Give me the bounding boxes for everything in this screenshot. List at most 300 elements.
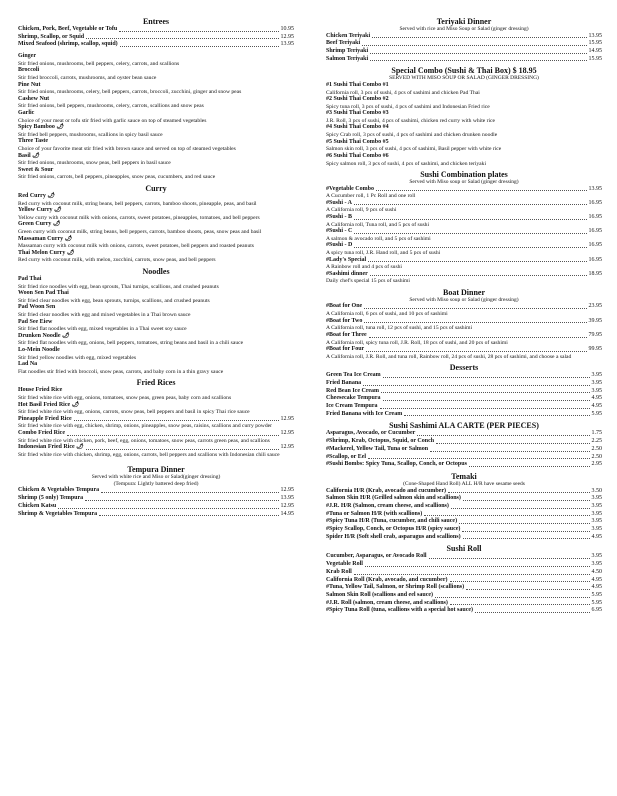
section-subtitle: Served with white rice and Miso or Salad(ginger dressing): [91, 474, 221, 481]
dot-leader: [429, 558, 590, 559]
menu-item-name: Ice Cream Tempura: [326, 403, 378, 410]
section-title: Boat Dinner: [443, 287, 485, 297]
menu-item-name: Green Curry 🌶: [18, 221, 61, 228]
menu-section: [18, 378, 294, 458]
dot-leader: [462, 531, 589, 532]
menu-item-row: [18, 511, 294, 519]
menu-item-name: Spider H/R (Soft shell crab, asparagus and scallions): [326, 533, 461, 540]
menu-section: [326, 170, 602, 285]
menu-item-row: [326, 503, 602, 511]
menu-item-row: [18, 430, 294, 438]
dot-leader: [365, 566, 590, 567]
menu-item-description: A California roll, Tuna roll, and 5 pcs of sushi: [326, 221, 430, 228]
menu-item-row: [326, 592, 602, 600]
menu-item-price: 5.95: [591, 410, 602, 417]
menu-item-description: Massaman curry with coconut milk with onions, carrots, sweet potatoes, bell peppers and roasted peanuts: [18, 243, 254, 250]
menu-item-description: Stir fried clear noodles with egg, bean sprouts, turnips, scallions, and crushed peanuts: [18, 297, 210, 304]
menu-item-name: Massaman Curry 🌶: [18, 235, 73, 242]
dot-leader: [463, 500, 590, 501]
menu-item-name: #2 Sushi Thai Combo #2: [326, 96, 389, 103]
style-name-row: [18, 110, 294, 118]
style-name: Sweet & Sour: [18, 166, 54, 173]
style-name: Cashew Nut: [18, 95, 50, 102]
menu-section: [18, 17, 294, 49]
style-description: Stir fried onions, mushrooms, bell peppers, celery, carrots, and scallions: [18, 60, 180, 67]
menu-item-name: #Sushi - D: [326, 242, 353, 249]
dot-leader: [448, 492, 590, 493]
menu-item-name: #J.R. H/R (Salmon, cream cheese, and scallions): [326, 502, 449, 509]
menu-item-price: 3.95: [591, 561, 602, 568]
dot-leader: [364, 308, 586, 309]
style-name: Broccoli: [18, 67, 40, 74]
menu-item-row: [326, 242, 602, 250]
menu-item-description: Spicy Crab roll, 3 pcs of sushi, 4 pcs of sashimi and chicken drunken noodle: [326, 132, 498, 139]
menu-item-description: Stir fried white rice with egg, chicken, shrimp, onions, pineapples, snow peas, raisins, scallions and curry powder: [18, 423, 272, 430]
menu-item-name: Beef Teriyaki: [326, 40, 361, 47]
menu-section: [18, 184, 294, 264]
section-title: Teriyaki Dinner: [436, 17, 492, 26]
menu-item-price: 13.95: [588, 185, 602, 192]
menu-item-row: [326, 124, 602, 132]
menu-item-description: Stir fried flat noodles with egg, onions, bell peppers, tomatoes, string beans and basil in a chili sauce: [18, 340, 244, 347]
dot-leader: [101, 492, 278, 493]
menu-item-row: [18, 503, 294, 511]
dot-leader: [99, 515, 278, 516]
entree-styles: [18, 53, 294, 181]
menu-item-name: #Spicy Tuna Roll (tuna, scallions with a special hot sauce): [326, 607, 474, 614]
dot-leader: [354, 204, 586, 205]
menu-item-price: 12.95: [280, 502, 294, 509]
dot-leader: [383, 400, 590, 401]
menu-item-name: Vegetable Roll: [326, 561, 363, 568]
menu-item-price: 6.95: [591, 607, 602, 614]
menu-item-price: 3.95: [591, 502, 602, 509]
right-column: [326, 14, 602, 615]
menu-item-name: Green Tea Ice Cream: [326, 372, 381, 379]
menu-item-name: #Boat for One: [326, 303, 363, 310]
style-description: Stir fried onions, bell peppers, mushrooms, celery, carrots, scallions and snow peas: [18, 103, 204, 110]
dot-leader: [380, 408, 590, 409]
menu-item-row: [326, 332, 602, 340]
menu-item-price: 12.95: [280, 444, 294, 451]
dot-leader: [354, 574, 590, 575]
menu-item-row: [326, 228, 602, 236]
menu-item-row: [326, 380, 602, 388]
menu-item-name: California Roll (Krab, avocado, and cucumber): [326, 576, 448, 583]
section-title: Sushi Combination plates: [420, 170, 508, 180]
menu-item-name: California H/R (Krab, avocado and cucumber): [326, 487, 446, 494]
menu-item-row: [326, 454, 602, 462]
dot-leader: [417, 435, 589, 436]
menu-item-price: 5.95: [591, 591, 602, 598]
menu-item-description: Stir fried white rice with egg, onions, carrots, snow peas, bell peppers and basil in spicy Thai rice sauce: [18, 409, 250, 416]
style-name-row: [18, 124, 294, 132]
menu-item-price: 13.95: [588, 32, 602, 39]
menu-item-row: [326, 346, 602, 354]
menu-item-description: A Cucumber roll, 1 Pc Roll and one roll: [326, 193, 416, 200]
menu-item-name: Mixed Seafood (shrimp, scallop, squid): [18, 41, 118, 48]
menu-item-row: [326, 403, 602, 411]
menu-item-description: A California roll, tuna roll, 12 pcs of sushi, and 15 pcs of sashimi: [326, 325, 473, 332]
menu-item-row: [18, 276, 294, 284]
menu-item-name: Salmon Skin Roll (scallions and eel sauce): [326, 591, 434, 598]
menu-item-name: #Shrimp, Krab, Octopus, Squid, or Conch: [326, 438, 435, 445]
menu-item-row: [326, 534, 602, 542]
menu-section: [326, 288, 602, 360]
section-title: Temaki: [451, 472, 477, 481]
menu-item-row: [326, 186, 602, 194]
menu-item-price: 39.95: [588, 317, 602, 324]
section-title: Desserts: [449, 363, 479, 373]
menu-item-description: Daily chef's special 15 pcs of sashimi: [326, 278, 410, 285]
dot-leader: [436, 443, 589, 444]
style-name: Ginger: [18, 53, 36, 60]
menu-item-price: 3.95: [591, 387, 602, 394]
menu-item-price: 5.95: [591, 599, 602, 606]
dot-leader: [366, 351, 586, 352]
dot-leader: [363, 385, 589, 386]
menu-item-name: #Spicy Scallop, Conch, or Octopus H/R (spicy sauce): [326, 526, 461, 533]
section-subtitle: (Tempura: Lightly battered deep fried): [113, 480, 199, 487]
menu-item-price: 12.95: [280, 33, 294, 40]
menu-item-price: 1.75: [591, 430, 602, 437]
menu-item-price: 4.95: [591, 403, 602, 410]
menu-item-name: Pineapple Fried Rice: [18, 415, 72, 422]
menu-item-row: [326, 303, 602, 311]
menu-item-price: 13.95: [280, 495, 294, 502]
menu-item-name: Lo-Mein Noodle: [18, 346, 60, 353]
menu-item-description: A California roll, spicy tuna roll, J.R. Roll, 18 pcs of sushi, and 20 pcs of sashimi: [326, 339, 508, 346]
menu-item-name: Drunken Noodle 🌶: [18, 332, 70, 339]
menu-item-name: #Tuna or Salmon H/R (with scallions): [326, 510, 423, 517]
menu-item-price: 3.95: [591, 553, 602, 560]
dot-leader: [430, 451, 589, 452]
section-subtitle: Served with rice and Miso Soup or Salad (ginger dressing): [399, 26, 529, 32]
menu-item-price: 15.95: [588, 40, 602, 47]
section-title: Special Combo (Sushi & Thai Box) $ 18.95: [391, 66, 537, 76]
section-title: Noodles: [142, 266, 170, 276]
style-name: Three Taste: [18, 138, 49, 145]
menu-section: [18, 465, 294, 518]
menu-section: [326, 544, 602, 615]
menu-item-row: [18, 221, 294, 229]
menu-item-name: Pad See Eiew: [18, 318, 53, 325]
menu-item-name: #4 Sushi Thai Combo #4: [326, 124, 389, 131]
section-title: Fried Rices: [136, 378, 176, 388]
dot-leader: [370, 275, 587, 276]
menu-item-row: [18, 444, 294, 452]
dot-leader: [362, 45, 586, 46]
menu-item-row: [18, 236, 294, 244]
menu-item-name: Shrimp (5 only) Tempura: [18, 495, 84, 502]
menu-item-row: [326, 411, 602, 419]
menu-item-row: [18, 387, 294, 395]
menu-item-name: Cheesecake Tempura: [326, 395, 381, 402]
menu-section: [326, 17, 602, 63]
menu-item-name: Lad Na: [18, 361, 38, 368]
style-description: Stir fried onions, mushrooms, celery, bell peppers, carrots, broccoli, zucchini, ginger and snow peas: [18, 89, 242, 96]
style-description: Choice of your meat or tofu stir fried with garlic sauce on top of steamed vegetables: [18, 117, 207, 124]
menu-item-price: 2.50: [591, 453, 602, 460]
menu-item-name: Yellow Curry 🌶: [18, 207, 62, 214]
spacer: [18, 458, 294, 462]
section-title: Sushi Roll: [446, 544, 482, 554]
style-description: Stir fried bell peppers, mushrooms, scallions in spicy basil sauce: [18, 131, 163, 138]
menu-item-description: Stir fried rice noodles with egg, bean sprouts, Thai turnips, scallions, and crushed peanuts: [18, 283, 219, 290]
style-name-row: [18, 138, 294, 146]
menu-item-name: House Fried Rice: [18, 387, 63, 394]
menu-item-name: Thai Melon Curry 🌶: [18, 249, 75, 256]
style-name-row: [18, 67, 294, 75]
menu-item-row: [326, 110, 602, 118]
menu-item-row: [326, 48, 602, 56]
menu-item-name: Red Bean Ice Cream: [326, 387, 380, 394]
menu-item-name: Shrimp & Vegetables Tempura: [18, 510, 98, 517]
style-name: Pine Nut: [18, 81, 41, 88]
menu-item-price: 16.95: [588, 199, 602, 206]
menu-item-row: [326, 561, 602, 569]
dot-leader: [450, 604, 590, 605]
menu-item-row: [326, 214, 602, 222]
menu-item-row: [326, 584, 602, 592]
menu-item-row: [18, 26, 294, 34]
menu-item-price: 79.95: [588, 331, 602, 338]
dot-leader: [119, 31, 278, 32]
style-description: Stir fried onions, mushrooms, snow peas, bell peppers in basil sauce: [18, 160, 171, 167]
menu-item-row: [18, 193, 294, 201]
menu-item-row: [18, 207, 294, 215]
dot-leader: [459, 523, 589, 524]
section-title: Tempura Dinner: [127, 465, 185, 475]
menu-item-name: Combo Fried Rice: [18, 429, 65, 436]
menu-item-name: Hot Basil Fried Rice 🌶: [18, 401, 80, 408]
menu-item-row: [18, 347, 294, 355]
menu-item-description: Red curry with coconut milk, with melon, zucchini, carrots, snow peas, and bell peppers: [18, 257, 216, 264]
menu-item-price: 4.95: [591, 533, 602, 540]
menu-item-price: 10.95: [280, 26, 294, 32]
menu-item-row: [326, 372, 602, 380]
menu-item-price: 3.95: [591, 379, 602, 386]
menu-section: [326, 472, 602, 541]
dot-leader: [354, 247, 586, 248]
menu-item-price: 3.95: [591, 495, 602, 502]
dot-leader: [383, 377, 590, 378]
menu-item-description: Stir fried clear noodles with egg and mixed vegetables in a Thai brown sauce: [18, 312, 191, 319]
menu-item-name: #Sushi - B: [326, 213, 353, 220]
dot-leader: [85, 500, 278, 501]
menu-item-price: 3.95: [591, 526, 602, 533]
menu-item-price: 16.95: [588, 242, 602, 249]
menu-item-price: 3.95: [591, 372, 602, 379]
menu-item-row: [18, 41, 294, 49]
menu-item-row: [18, 250, 294, 258]
menu-item-row: [326, 56, 602, 64]
menu-item-name: #3 Sushi Thai Combo #3: [326, 110, 389, 117]
menu-item-price: 2.95: [591, 461, 602, 468]
menu-item-row: [326, 553, 602, 561]
menu-item-description: Stir fried white rice with chicken, shrimp, egg, onions, carrots, bell peppers and scallions with Indonesian chili sauce: [18, 451, 280, 458]
dot-leader: [404, 415, 589, 416]
section-title: Sushi Sashimi ALA CARTE (PER PIECES): [389, 421, 539, 431]
menu-item-name: #Mackerel, Yellow Tail, Tuna or Salmon: [326, 445, 429, 452]
menu-item-name: Salmon Skin H/R (Grilled salmon skin and scallions): [326, 495, 461, 502]
menu-item-description: Stir fried white rice with egg, onions, tomatoes, snow peas, green peas, baby corn and scallions: [18, 395, 232, 402]
dot-leader: [369, 337, 587, 338]
menu-item-name: #Spicy Tuna H/R (Tuna, cucumber, and chili sauce): [326, 518, 458, 525]
menu-item-row: [326, 461, 602, 469]
menu-item-name: Asparagus, Avocado, or Cucumber: [326, 430, 416, 437]
menu-item-name: #Sushi - A: [326, 199, 353, 206]
dot-leader: [368, 261, 586, 262]
dot-leader: [370, 60, 586, 61]
dot-leader: [67, 435, 279, 436]
menu-item-name: #Tuna, Yellow Tail, Salmon, or Shrimp Roll (scallions): [326, 584, 465, 591]
menu-item-price: 14.95: [588, 47, 602, 54]
dot-leader: [354, 219, 586, 220]
section-subtitle: SERVED WITH MISO SOUP OR SALAD (GINGER DRESSING): [389, 75, 539, 82]
dot-leader: [372, 37, 586, 38]
menu-item-name: #6 Sushi Thai Combo #6: [326, 152, 389, 159]
menu-item-name: #1 Sushi Thai Combo #1: [326, 81, 389, 88]
section-title: Entrees: [142, 17, 170, 26]
menu-item-price: 4.95: [591, 395, 602, 402]
menu-item-name: Krab Roll: [326, 568, 352, 575]
menu-item-price: 15.95: [588, 55, 602, 62]
menu-item-description: Stir fried yellow noodles with egg, mixed vegetables: [18, 354, 137, 361]
dot-leader: [424, 515, 589, 516]
menu-item-row: [326, 446, 602, 454]
menu-item-price: 4.50: [591, 568, 602, 575]
menu-item-name: #Scallop, or Eel: [326, 453, 367, 460]
menu-item-name: #Boat for Four: [326, 346, 365, 353]
dot-leader: [86, 449, 279, 450]
style-name: Garlic: [18, 109, 35, 116]
menu-section: [326, 66, 602, 167]
menu-item-price: 14.95: [280, 510, 294, 517]
menu-item-row: [326, 395, 602, 403]
menu-item-description: Red curry with coconut milk, string beans, bell peppers, carrots, bamboo shoots, pineapple, peas, and basil: [18, 200, 257, 207]
menu-item-name: #Lady's Special: [326, 256, 367, 263]
menu-item-price: 3.95: [591, 518, 602, 525]
style-description: Stir fried onions, carrots, bell peppers, pineapples, snow peas, cucumbers, and red sauce: [18, 174, 216, 181]
menu-item-description: Stir fried flat noodles with egg, mixed vegetables in a Thai sweet soy sauce: [18, 326, 187, 333]
dot-leader: [381, 392, 589, 393]
dot-leader: [370, 53, 586, 54]
menu-item-name: #Boat for Two: [326, 317, 363, 324]
menu-item-price: 12.95: [280, 415, 294, 422]
menu-section: [326, 421, 602, 469]
dot-leader: [469, 466, 590, 467]
menu-item-price: 16.95: [588, 228, 602, 235]
menu-item-description: A California roll, 6 pcs of sushi, and 10 pcs of sashimi: [326, 311, 448, 318]
menu-item-price: 16.95: [588, 256, 602, 263]
menu-item-row: [326, 430, 602, 438]
menu-item-row: [326, 40, 602, 48]
menu-item-row: [326, 607, 602, 615]
menu-item-row: [18, 487, 294, 495]
menu-item-name: Chicken, Pork, Beef, Vegetable or Tofu: [18, 26, 118, 32]
menu-item-description: A spicy tuna roll, J.R. Hand roll, and 5 pcs of sushi: [326, 250, 441, 257]
style-description: Stir fried broccoli, carrots, mushrooms, and oyster bean sauce: [18, 75, 157, 82]
menu-item-row: [326, 33, 602, 41]
menu-item-row: [326, 82, 602, 90]
menu-item-description: Green curry with coconut milk, string beans, bell peppers, carrots, bamboo shoots, peas, snow peas and basil: [18, 229, 262, 236]
menu-item-name: Chicken & Vegetables Tempura: [18, 487, 100, 494]
menu-item-name: Fried Banana: [326, 379, 362, 386]
menu-item-row: [18, 290, 294, 298]
menu-item-row: [18, 304, 294, 312]
menu-item-row: [326, 153, 602, 161]
left-column: [18, 14, 294, 518]
menu-item-name: Cucumber, Asparagus, or Avocado Roll: [326, 553, 427, 560]
menu-item-description: J.R. Roll, 3 pcs of sushi, 4 pcs of sashimi, chicken red curry with white rice: [326, 117, 496, 124]
dot-leader: [74, 420, 279, 421]
menu-item-price: 12.95: [280, 429, 294, 436]
menu-item-description: Salmon skin roll, 3 pcs of sushi, 4 pcs of sashimi, Basil pepper with white rice: [326, 146, 502, 153]
menu-item-row: [326, 96, 602, 104]
menu-item-name: Chicken Katsu: [18, 502, 57, 509]
menu-item-description: Stir fried white rice with chicken, pork, beef, egg, onions, tomatoes, snow peas, carrots green peas, and scallions: [18, 437, 270, 444]
menu-item-price: 23.95: [588, 303, 602, 310]
menu-item-description: California roll, 3 pcs of sushi, 4 pcs of sashimi and chicken Pad Thai: [326, 89, 480, 96]
menu-item-name: Woon Sen Pad Thai: [18, 290, 69, 297]
dot-leader: [450, 581, 590, 582]
style-description: Choice of your favorite meat stir fried with brown sauce and served on top of steamed vegetables: [18, 146, 236, 153]
menu-item-name: #5 Sushi Thai Combo #5: [326, 138, 389, 145]
menu-item-row: [326, 438, 602, 446]
menu-item-description: A salmon & avocado roll, and 5 pcs of sashimi: [326, 235, 431, 242]
dot-leader: [376, 190, 587, 191]
menu-item-name: #Boat for Three: [326, 331, 367, 338]
menu-item-row: [326, 526, 602, 534]
menu-item-name: Fried Banana with Ice Cream: [326, 410, 403, 417]
menu-item-row: [326, 388, 602, 396]
dot-leader: [475, 612, 589, 613]
menu-item-description: Flat noodles stir fried with broccoli, snow peas, carrots, and baby corn in a thin gravy sauce: [18, 368, 224, 375]
menu-item-name: Pad Thai: [18, 275, 42, 282]
dot-leader: [466, 589, 589, 590]
section-subtitle: Served with Miso soup or Salad (ginger dressing): [409, 179, 519, 186]
menu-item-price: 13.95: [280, 41, 294, 48]
section-title: Curry: [145, 183, 167, 193]
menu-item-name: Pad Woon Sen: [18, 304, 56, 311]
dot-leader: [86, 38, 278, 39]
section-subtitle: (Cone-Shaped Hand Roll) ALL H/R have sesame seeds: [403, 481, 525, 487]
menu-item-price: 4.95: [591, 576, 602, 583]
dot-leader: [354, 233, 586, 234]
menu-item-name: #Vegetable Combo: [326, 185, 374, 192]
style-name-row: [18, 53, 294, 61]
menu-item-description: Spicy salmon roll, 3 pcs of sushi, 4 pcs of sashimi, and chicken teriyaki: [326, 160, 487, 167]
menu-item-name: #Sushi - C: [326, 228, 353, 235]
menu-item-name: #J.R. Roll (salmon, cream cheese, and scallions): [326, 599, 448, 606]
menu-item-row: [326, 518, 602, 526]
menu-item-description: Spicy tuna roll, 3 pcs of sushi, 4 pcs of sashimi and Indonesian Fried rice: [326, 103, 490, 110]
menu-item-name: #Sushi Bombs: Spicy Tuna, Scallop, Conch, or Octopus: [326, 461, 467, 468]
menu-item-name: Shrimp Teriyaki: [326, 47, 369, 54]
menu-item-price: 3.95: [591, 510, 602, 517]
menu-item-name: #Sashimi dinner: [326, 270, 368, 277]
menu-item-price: 4.95: [591, 584, 602, 591]
menu-item-name: Shrimp, Scallop, or Squid: [18, 33, 85, 40]
dot-leader: [120, 46, 279, 47]
menu-item-description: A California roll, 9 pcs of sushi: [326, 207, 397, 214]
dot-leader: [58, 508, 278, 509]
menu-item-row: [18, 361, 294, 369]
menu-item-price: 99.95: [588, 346, 602, 353]
menu-section: [18, 267, 294, 375]
menu-item-description: A California roll, J.R. Roll, and tuna roll, Rainbow roll, 24 pcs of sushi, 28 pcs of sashimi, and choose a salad: [326, 353, 572, 360]
